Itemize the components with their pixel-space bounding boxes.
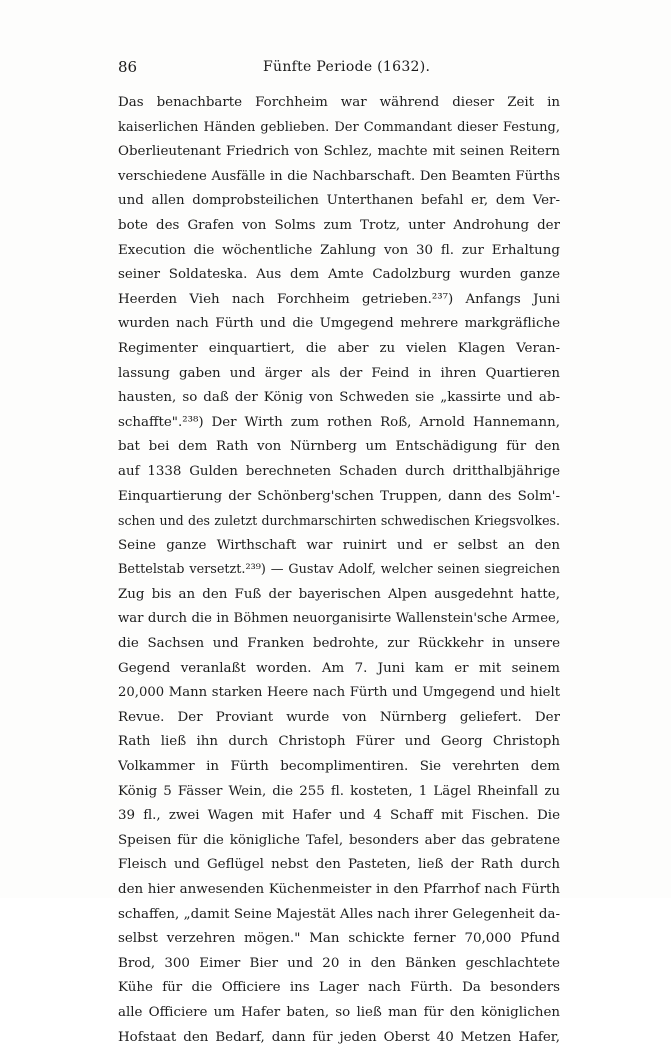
text-line: 39 fl., zwei Wagen mit Hafer und 4 Schaff mit Fischen. Die — [118, 808, 560, 824]
text-line: König 5 Fässer Wein, die 255 fl. kosteten, 1 Lägel Rheinfall zu — [118, 783, 560, 799]
text-line: war durch die in Böhmen neuorganisirte Wallenstein'sche Armee, — [118, 611, 560, 627]
text-line: Einquartierung der Schönberg'schen Truppen, dann des Solm'- — [118, 488, 560, 504]
text-line: Execution die wöchentliche Zahlung von 30 fl. zur Erhaltung — [118, 242, 560, 258]
text-line: verschiedene Ausfälle in die Nachbarschaft. Den Beamten Fürths — [118, 168, 560, 184]
text-line: schen und des zuletzt durchmarschirten schwedischen Kriegsvolkes. — [118, 513, 560, 529]
text-line: Regimenter einquartiert, die aber zu vielen Klagen Veran- — [118, 340, 560, 356]
text-line: Gegend veranlaßt worden. Am 7. Juni kam er mit seinem — [118, 660, 560, 676]
text-line: schaffte".²³⁸) Der Wirth zum rothen Roß, Arnold Hannemann, — [118, 414, 560, 430]
text-line: Oberlieutenant Friedrich von Schlez, machte mit seinen Reitern — [118, 144, 560, 160]
page-header — [118, 58, 558, 78]
text-line: Volkammer in Fürth becomplimentiren. Sie verehrten dem — [118, 759, 560, 775]
text-line: Hofstaat den Bedarf, dann für jeden Oberst 40 Metzen Hafer, — [118, 1029, 560, 1045]
text-line: Revue. Der Proviant wurde von Nürnberg geliefert. Der — [118, 709, 560, 725]
page-number: 86 — [118, 58, 138, 76]
text-line: die Sachsen und Franken bedrohte, zur Rückkehr in unsere — [118, 636, 560, 652]
text-line: Brod, 300 Eimer Bier und 20 in den Bänken geschlachtete — [118, 955, 560, 971]
text-line: Bettelstab versetzt.²³⁹) — Gustav Adolf, welcher seinen siegreichen — [118, 562, 560, 578]
text-line: und allen domprobsteilichen Unterthanen befahl er, dem Ver- — [118, 193, 560, 209]
text-line: Kühe für die Officiere ins Lager nach Fürth. Da besonders — [118, 980, 560, 996]
text-line: wurden nach Fürth und die Umgegend mehrere markgräfliche — [118, 316, 560, 332]
text-line: alle Officiere um Hafer baten, so ließ man für den königlichen — [118, 1004, 560, 1020]
text-line: Seine ganze Wirthschaft war ruinirt und er selbst an den — [118, 537, 560, 553]
text-line: lassung gaben und ärger als der Feind in ihren Quartieren — [118, 365, 560, 381]
text-line: hausten, so daß der König von Schweden sie „kassirte und ab- — [118, 390, 560, 406]
text-line: den hier anwesenden Küchenmeister in den Pfarrhof nach Fürth — [118, 882, 560, 897]
text-line: Rath ließ ihn durch Christoph Fürer und Georg Christoph — [118, 734, 560, 750]
text-line: Heerden Vieh nach Forchheim getrieben.²³⁷) Anfangs Juni — [118, 291, 560, 307]
text-line: Zug bis an den Fuß der bayerischen Alpen ausgedehnt hatte, — [118, 586, 560, 602]
text-line: seiner Soldateska. Aus dem Amte Cadolzburg wurden ganze — [118, 267, 560, 283]
text-line: schaffen, „damit Seine Majestät Alles nach ihrer Gelegenheit da- — [118, 906, 560, 922]
text-line: Das benachbarte Forchheim war während dieser Zeit in — [118, 95, 560, 110]
text-line: kaiserlichen Händen geblieben. Der Commandant dieser Festung, — [118, 119, 560, 135]
text-line: bote des Grafen von Solms zum Trotz, unter Androhung der — [118, 217, 560, 233]
text-line: Fleisch und Geflügel nebst den Pasteten, ließ der Rath durch — [118, 857, 560, 873]
text-line: Speisen für die königliche Tafel, besonders aber das gebratene — [118, 832, 560, 848]
body-text — [118, 91, 560, 1050]
text-line: bat bei dem Rath von Nürnberg um Entschädigung für den — [118, 439, 560, 455]
text-line: selbst verzehren mögen." Man schickte ferner 70,000 Pfund — [118, 931, 560, 947]
text-line: auf 1338 Gulden berechneten Schaden durch dritthalbjährige — [118, 463, 560, 479]
text-line: 20,000 Mann starken Heere nach Fürth und Umgegend und hielt — [118, 685, 560, 701]
running-head: Fünfte Periode (1632). — [263, 59, 431, 75]
